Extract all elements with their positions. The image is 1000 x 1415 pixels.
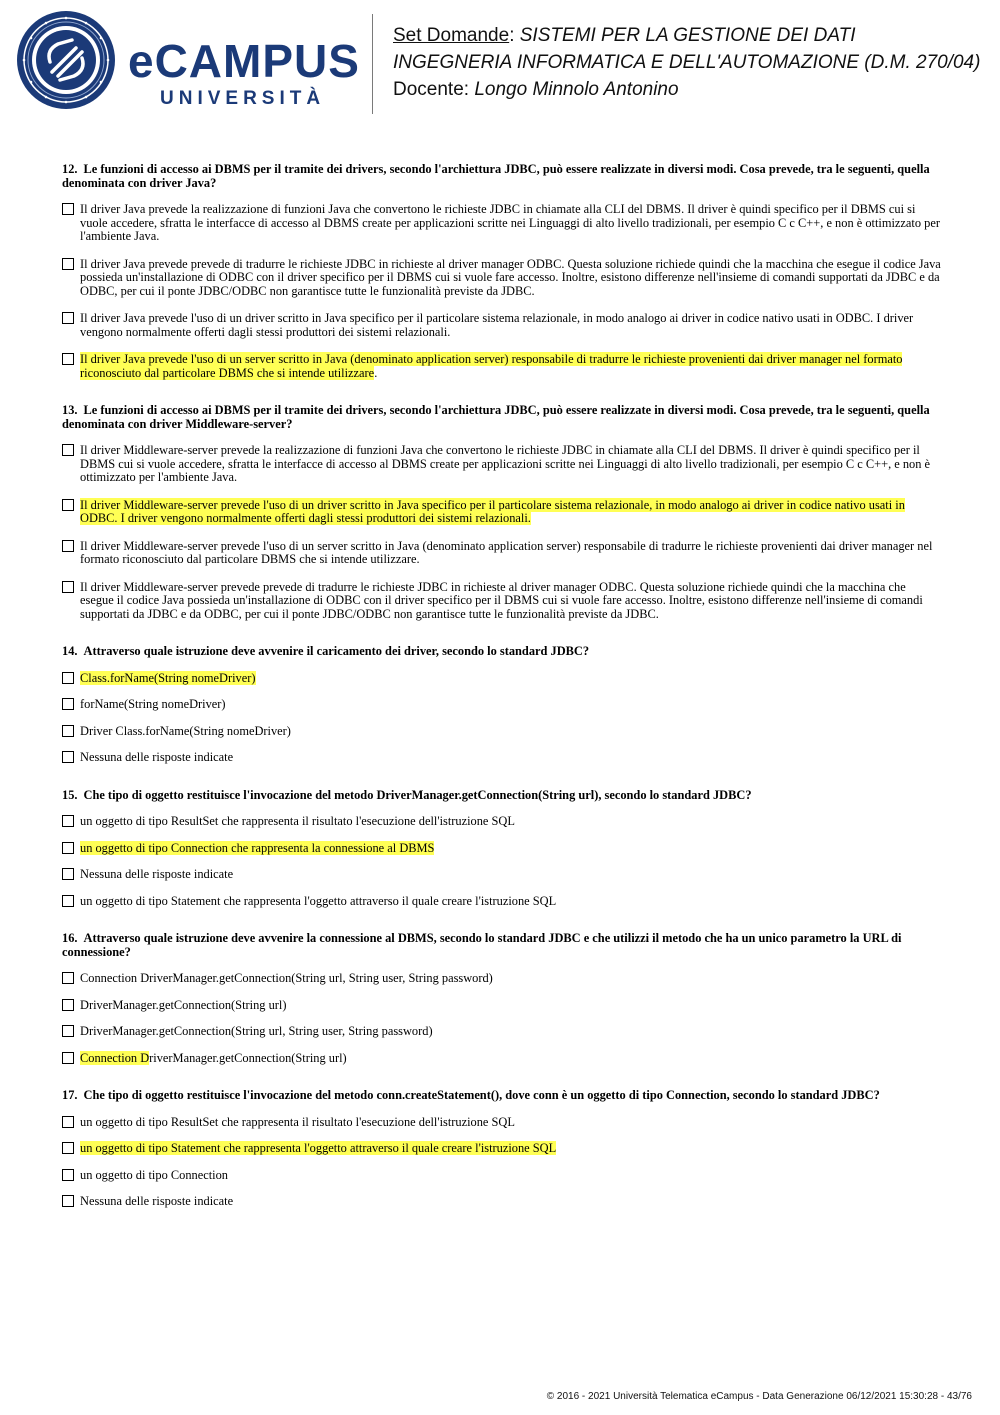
- answer-option: [62, 725, 942, 739]
- university-seal-icon: [16, 10, 116, 110]
- answer-checkbox[interactable]: [62, 312, 74, 324]
- question-title: [62, 1089, 942, 1103]
- answer-checkbox[interactable]: [62, 258, 74, 270]
- ecampus-wordmark: eCAMPUS: [128, 35, 360, 87]
- question-title: [62, 789, 942, 803]
- answer-checkbox[interactable]: [62, 540, 74, 552]
- answer-text: un oggetto di tipo ResultSet che rappresenta il risultato l'esecuzione dell'istruzione SQL: [80, 1114, 515, 1129]
- course-name: SISTEMI PER LA GESTIONE DEI DATI: [519, 25, 856, 46]
- answer-text: DriverManager.getConnection(String url): [80, 997, 287, 1012]
- answer-text-highlighted: Il driver Middleware-server prevede l'uso di un driver scritto in Java specifico per il particolare sistema relazionale, in modo analogo ai driver in codice nativo usati in ODBC. I driver vengono normalmente offerti dagli stessi produttori dei sistemi relazionali.: [80, 497, 905, 525]
- question-17: [62, 1089, 942, 1209]
- answer-checkbox[interactable]: [62, 725, 74, 737]
- answer-option: [62, 972, 942, 986]
- question-text: Attraverso quale istruzione deve avvenire il caricamento dei driver, secondo lo standard JDBC?: [83, 644, 590, 658]
- answer-checkbox[interactable]: [62, 751, 74, 763]
- set-separator: :: [509, 25, 520, 46]
- answer-text-suffix: .: [374, 365, 378, 380]
- answer-text: Connection DriverManager.getConnection(String url, String user, String password): [80, 971, 493, 985]
- answer-option: [62, 581, 942, 622]
- question-number: 13.: [62, 403, 78, 417]
- answer-checkbox[interactable]: [62, 815, 74, 827]
- answer-option: [62, 1169, 942, 1183]
- answer-text-suffix: riverManager.getConnection(String url): [149, 1050, 347, 1065]
- answer-text-highlighted: un oggetto di tipo Statement che rappresenta l'oggetto attraverso il quale creare l'istruzione SQL: [80, 1141, 557, 1155]
- question-15: [62, 789, 942, 909]
- universita-wordmark: UNIVERSITÀ: [160, 88, 326, 109]
- answer-text: Nessuna delle risposte indicate: [80, 750, 234, 764]
- answer-text-highlighted: un oggetto di tipo Connection che rappresenta la connessione al DBMS: [80, 840, 435, 855]
- answer-option: [62, 999, 942, 1013]
- answer-checkbox[interactable]: [62, 444, 74, 456]
- answer-option: [62, 203, 942, 244]
- answer-text-highlighted: Class.forName(String nomeDriver): [80, 670, 256, 685]
- answer-text: forName(String nomeDriver): [80, 697, 226, 711]
- answer-option: [62, 815, 942, 829]
- set-label: Set Domande: [393, 25, 510, 46]
- question-13: [62, 404, 942, 621]
- question-title: [62, 645, 942, 659]
- answer-checkbox[interactable]: [62, 1142, 74, 1154]
- answer-option-correct: [62, 672, 942, 686]
- answer-checkbox[interactable]: [62, 353, 74, 365]
- question-number: 14.: [62, 644, 78, 658]
- answer-option: [62, 868, 942, 882]
- answer-checkbox[interactable]: [62, 1169, 74, 1181]
- answer-text: Il driver Middleware-server prevede prevede di tradurre le richieste JDBC in richieste al driver manager ODBC. Questa soluzione richiede quindi che la macchina che esegue il codice Java possieda un'installazione di ODBC con il driver specifico per il DBMS cui si vuole fare accesso. Inoltre, esistono differenze nell'insieme di comandi supportati da JDBC e da ODBC, per cui il ponte JDBC/ODBC non garantisce tutte le funzionalità previste da JDBC.: [80, 579, 923, 621]
- answer-checkbox[interactable]: [62, 1052, 74, 1064]
- question-16: [62, 932, 942, 1065]
- answer-text: un oggetto di tipo ResultSet che rappresenta il risultato l'esecuzione dell'istruzione SQL: [80, 814, 515, 828]
- question-text: Le funzioni di accesso ai DBMS per il tramite dei drivers, secondo l'archiettura JDBC, può essere realizzate in diversi modi. Cosa prevede, tra le seguenti, quella denominata con driver Middleware-server?: [62, 403, 930, 431]
- answer-text: Il driver Java prevede la realizzazione di funzioni Java che convertono le richieste JDBC in chiamate alla CLI del DBMS. Il driver è quindi specifico per il DBMS cui si vuole accedere, sfratta le interfacce di accesso al DBMS create per applicazioni scritte nei Linguaggi di alto livello tradizionali, per esempio C c C++, e non è ottimizzato per l'ambiente Java.: [80, 202, 940, 243]
- answer-text: Il driver Middleware-server prevede l'uso di un server scritto in Java (denominato application server) responsabile di tradurre le richieste provenienti dai driver manager nel formato riconosciuto dal particolare DBMS che si intende utilizzare.: [80, 538, 933, 566]
- answer-option: [62, 895, 942, 909]
- question-list: [62, 163, 942, 1227]
- answer-checkbox[interactable]: [62, 581, 74, 593]
- answer-text: un oggetto di tipo Statement che rappresenta l'oggetto attraverso il quale creare l'istruzione SQL: [80, 893, 557, 908]
- answer-checkbox[interactable]: [62, 999, 74, 1011]
- answer-checkbox[interactable]: [62, 895, 74, 907]
- answer-option-correct: [62, 842, 942, 856]
- answer-text: Nessuna delle risposte indicate: [80, 867, 234, 881]
- answer-checkbox[interactable]: [62, 842, 74, 854]
- answer-option: [62, 444, 942, 485]
- header-info: [393, 22, 980, 103]
- answer-checkbox[interactable]: [62, 499, 74, 511]
- answer-checkbox[interactable]: [62, 672, 74, 684]
- answer-text: Il driver Middleware-server prevede la realizzazione di funzioni Java che convertono le richieste JDBC in chiamate alla CLI del DBMS. Il driver è quindi specifico per il DBMS cui si vuole accedere, sfratta le interfacce di accesso al DBMS create per applicazioni scritte nei Linguaggi di alto livello tradizionali, per esempio C c C++, e non è ottimizzato per l'ambiente Java.: [80, 443, 931, 484]
- header-line-3: [393, 76, 980, 103]
- answer-option: [62, 1195, 942, 1209]
- question-14: [62, 645, 942, 765]
- answer-checkbox[interactable]: [62, 698, 74, 710]
- question-number: 15.: [62, 787, 78, 802]
- answer-option-correct: [62, 499, 942, 526]
- question-title: [62, 163, 942, 190]
- answer-checkbox[interactable]: [62, 972, 74, 984]
- answer-text: Nessuna delle risposte indicate: [80, 1194, 234, 1208]
- answer-option-correct: [62, 1052, 942, 1066]
- question-title: [62, 932, 942, 959]
- answer-option: [62, 312, 942, 339]
- answer-text: Il driver Java prevede prevede di tradurre le richieste JDBC in richieste al driver manager ODBC. Questa soluzione richiede quindi che la macchina che esegue il codice Java possieda un'installazione di ODBC con il driver specifico per il DBMS cui si vuole fare accesso. Inoltre, esistono differenze nell'insieme di comandi supportati da JDBC e da ODBC, per cui il ponte JDBC/ODBC non garantisce tutte le funzionalità previste da JDBC.: [80, 256, 941, 298]
- question-text: Che tipo di oggetto restituisce l'invocazione del metodo DriverManager.getConnection(String url), secondo lo standard JDBC?: [83, 787, 752, 802]
- answer-option: [62, 258, 942, 299]
- answer-text: Il driver Java prevede l'uso di un driver scritto in Java specifico per il particolare sistema relazionale, in modo analogo ai driver in codice nativo usati in ODBC. I driver vengono normalmente offerti dagli stessi produttori dei sistemi relazionali.: [80, 311, 914, 339]
- answer-option-correct: [62, 1142, 942, 1156]
- answer-checkbox[interactable]: [62, 1025, 74, 1037]
- docente-name: Longo Minnolo Antonino: [474, 79, 679, 100]
- question-title: [62, 404, 942, 431]
- answer-text: Driver Class.forName(String nomeDriver): [80, 723, 291, 738]
- header-divider: [372, 14, 373, 114]
- answer-checkbox[interactable]: [62, 868, 74, 880]
- answer-checkbox[interactable]: [62, 203, 74, 215]
- header-line-1: [393, 22, 980, 49]
- answer-text-highlighted: Il driver Java prevede l'uso di un server scritto in Java (denominato application server) responsabile di tradurre le richieste provenienti dai driver manager nel formato riconosciuto dal particolare DBMS che si intende utilizzare: [80, 352, 903, 380]
- question-number: 16.: [62, 931, 78, 945]
- answer-text-highlighted: Connection D: [80, 1050, 150, 1065]
- course-degree: INGEGNERIA INFORMATICA E DELL'AUTOMAZIONE (D.M. 270/04): [393, 52, 981, 73]
- answer-option-correct: [62, 353, 942, 380]
- question-number: 17.: [62, 1088, 78, 1102]
- answer-text: DriverManager.getConnection(String url, String user, String password): [80, 1024, 433, 1038]
- question-text: Che tipo di oggetto restituisce l'invocazione del metodo conn.createStatement(), dove conn è un oggetto di tipo Connection, secondo lo standard JDBC?: [83, 1088, 880, 1102]
- answer-option: [62, 540, 942, 567]
- question-text: Attraverso quale istruzione deve avvenire la connessione al DBMS, secondo lo standard JDBC e che utilizzi il metodo che ha un unico parametro la URL di connessione?: [62, 931, 902, 959]
- answer-checkbox[interactable]: [62, 1195, 74, 1207]
- answer-checkbox[interactable]: [62, 1116, 74, 1128]
- page-header: [0, 0, 1000, 130]
- question-text: Le funzioni di accesso ai DBMS per il tramite dei drivers, secondo l'archiettura JDBC, può essere realizzate in diversi modi. Cosa prevede, tra le seguenti, quella denominata con driver Java?: [62, 162, 930, 190]
- answer-option: [62, 698, 942, 712]
- answer-option: [62, 751, 942, 765]
- question-12: [62, 163, 942, 380]
- answer-option: [62, 1025, 942, 1039]
- page-footer: © 2016 - 2021 Università Telematica eCampus - Data Generazione 06/12/2021 15:30:28 - 43/76: [546, 1391, 972, 1402]
- answer-option: [62, 1116, 942, 1130]
- question-number: 12.: [62, 162, 78, 176]
- docente-label: Docente:: [393, 79, 475, 100]
- header-line-2: [393, 49, 980, 76]
- answer-text: un oggetto di tipo Connection: [80, 1167, 228, 1182]
